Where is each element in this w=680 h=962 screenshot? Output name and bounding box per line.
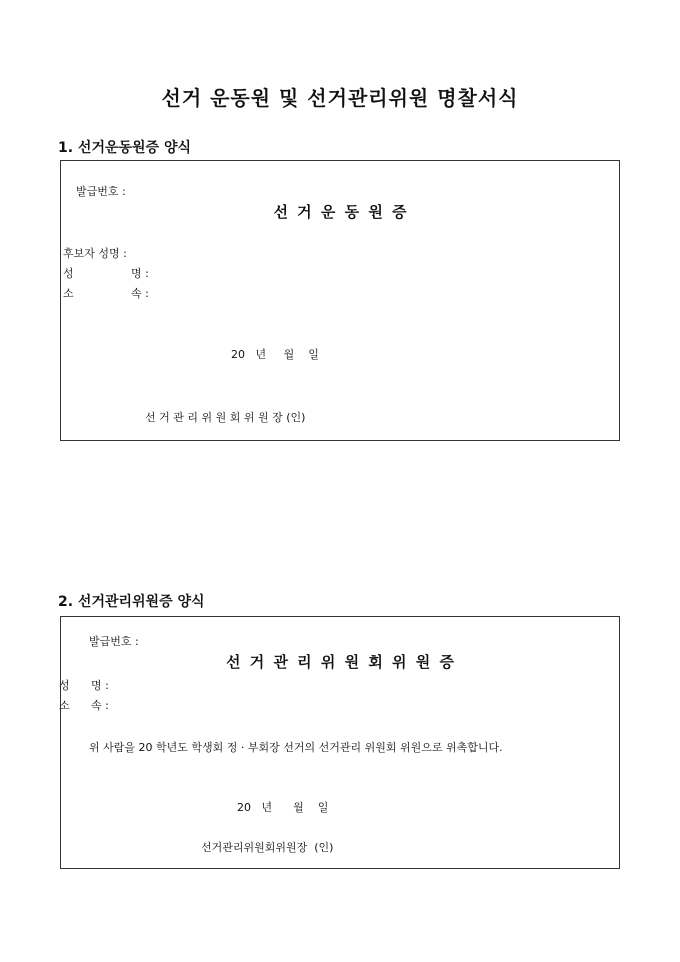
affiliation-label-second: 속 :	[131, 287, 149, 300]
document-title: 선거 운동원 및 선거관리위원 명찰서식	[161, 86, 519, 110]
date-line: 20 년 월 일	[231, 348, 319, 361]
name-label-second: 명 :	[91, 679, 109, 692]
affiliation-label-first: 소	[63, 287, 74, 300]
candidate-name-label: 후보자 성명 :	[63, 247, 127, 260]
affiliation-label-second: 속 :	[91, 699, 109, 712]
card-title: 선 거 관 리 위 원 회 위 원 증	[226, 653, 456, 671]
issue-number-label: 발급번호 :	[76, 185, 126, 198]
signer-line: 선 거 관 리 위 원 회 위 원 장 (인)	[145, 411, 306, 424]
name-label-first: 성	[59, 679, 70, 692]
name-label-first: 성	[63, 267, 74, 280]
issue-number-label: 발급번호 :	[89, 635, 139, 648]
section2-heading: 2. 선거관리위원증 양식	[58, 594, 205, 610]
affiliation-label-first: 소	[59, 699, 70, 712]
section1-heading: 1. 선거운동원증 양식	[58, 140, 191, 156]
appointment-statement: 위 사람을 20 학년도 학생회 정 · 부회장 선거의 선거관리 위원회 위원으로 위촉합니다.	[89, 741, 503, 754]
name-label-second: 명 :	[131, 267, 149, 280]
campaign-worker-card	[60, 160, 620, 441]
election-committee-card	[60, 616, 620, 869]
date-line: 20 년 월 일	[237, 801, 329, 814]
card-title: 선 거 운 동 원 증	[273, 203, 409, 221]
signer-line: 선거관리위원회위원장 (인)	[201, 841, 334, 854]
